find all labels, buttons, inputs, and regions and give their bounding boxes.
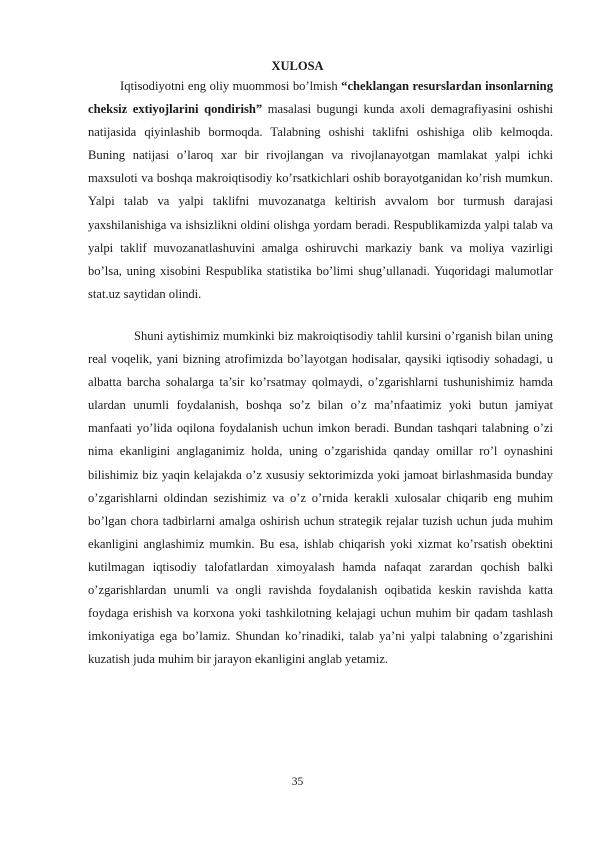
page-title: XULOSA [271, 59, 324, 73]
paragraph-1-emphasis: “cheklangan resurslardan insonlarning cheksiz extiyojlarini qondirish” [88, 79, 553, 117]
paragraph-1-rest: masalasi bugungi kunda axoli demagrafiyasini oshishi natijasida qiyinlashib bormoqda. Talabning oshishi taklifni oshishiga olib kelmoqda. Buning natijasi o’laroq xar bir rivojlangan va rivojlanayotgan mamlakat yalpi ichki maxsuloti va boshqa makroiqtisodiy ko’rsatkichlari oshib borayotganidan ko’rish mumkun. Yalpi talab va yalpi taklifni muvozanatga keltirish avvalom bor turmush darajasi yaxshilanishiga va ishsizlikni oldini olishga yordam beradi. Respublikamizda yalpi talab va yalpi taklif muvozanatlashuvini amalga oshiruvchi markaziy bank va moliya vazirligi bo’lsa, uning xisobini Respublika statistika bo’limi shug’ullanadi. Yuqoridagi malumotlar stat.uz saytidan olindi. [88, 102, 554, 301]
paragraph-1-intro: Iqtisodiyotni eng oliy muommosi bo’lmish [120, 79, 342, 93]
page-number: 35 [291, 776, 304, 788]
conclusion-paragraph-2: Shuni aytishimiz mumkinki biz makroiqtisodiy tahlil kursini o’rganish bilan uning real voqelik, yani bizning atrofimizda bo’layotgan hodisalar, qaysiki iqtisodiy sohadagi, u albatta barcha sohalarga ta’sir ko’rsatmay qolmaydi, o’zgarishlarni tushunishimiz hamda ulardan unumli foydalanish, boshqa so’z bilan o’z ma’nfaatimiz yoki butun jamiyat manfaati yo’lida oqilona foydalanish uchun imkon beradi. Bundan tashqari talabning o’zi nima ekanligini anglaganimiz holda, uning o’zgarishida qanday omillar ro’l oynashini bilishimiz biz yaqin kelajakda o’z xususiy sektorimizda yoki jamoat birlashmasida bunday o’zgarishlarni oldindan sezishimiz va o’z o’rnida kerakli xulosalar chiqarib eng muhim bo’lgan chora tadbirlarni amalga oshirish uchun strategik rejalar tuzish uchun juda muhim ekanligini anglashimiz mumkin. Bu esa, ishlab chiqarish yoki xizmat ko’rsatish obektini kutilmagan iqtisodiy talofatlardan ximoyalash hamda nafaqat zarardan qochish balki o’zgarishlardan unumli va ongli ravishda foydalanish oqibatida keskin ravishda katta foydaga erishish va korxona yoki tashkilotning kelajagi uchun muhim bir qadam tashlash imkoniyatiga ega bo’lamiz. Shundan ko’rinadiki, talab ya’ni yalpi talabning o’zgarishini kuzatish juda muhim bir jarayon ekanligini anglab yetamiz. [88, 329, 553, 667]
conclusion-paragraph-1 [88, 75, 553, 306]
